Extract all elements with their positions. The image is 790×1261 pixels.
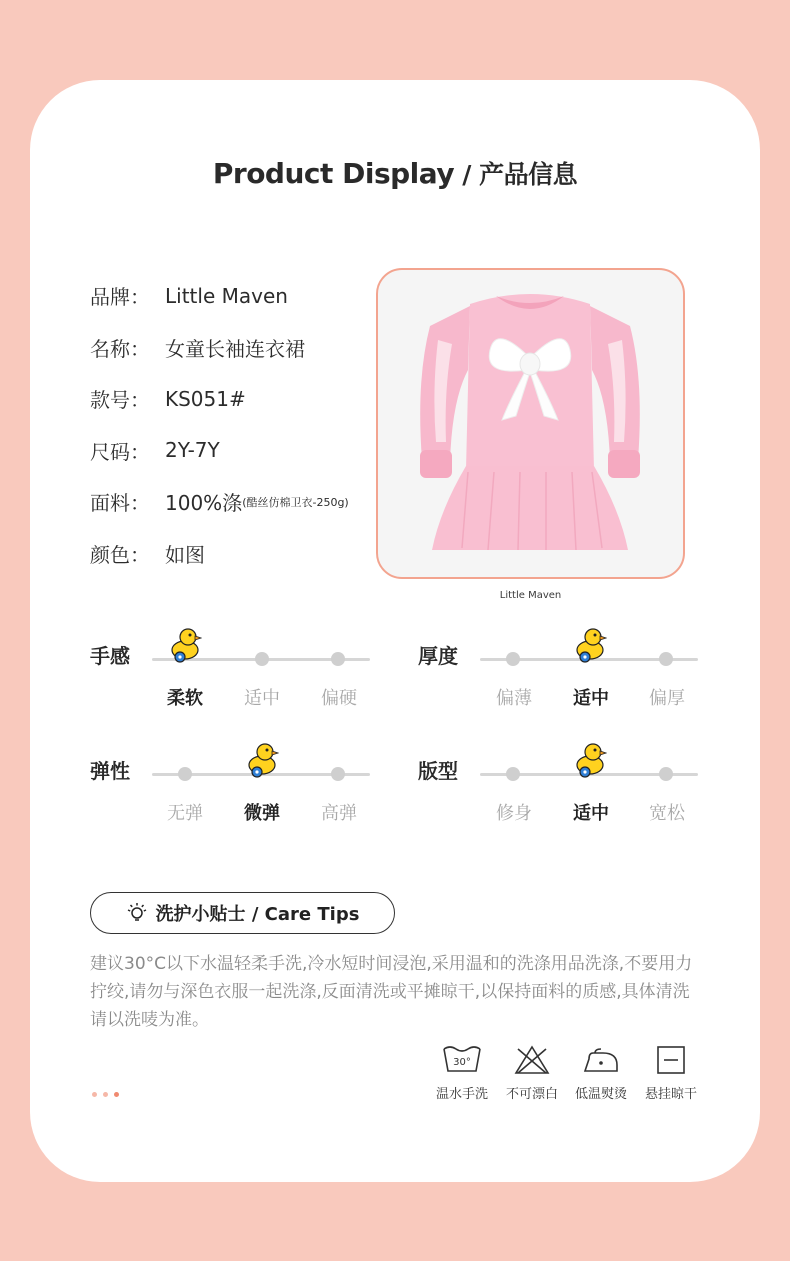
title-cn: 产品信息 <box>479 160 578 189</box>
scale-dot <box>506 652 520 666</box>
scale-hand-feel <box>90 640 390 720</box>
scale-dot <box>506 767 520 781</box>
hang-dry-icon <box>656 1045 686 1075</box>
care-symbol-hang-dry <box>636 1045 706 1102</box>
scale-marker-duck-icon <box>168 626 202 664</box>
scale-option: 柔软 <box>167 688 203 709</box>
scale-dot <box>331 767 345 781</box>
info-key: 品牌： <box>90 285 150 310</box>
no-bleach-icon <box>514 1045 550 1075</box>
title-en: Product Display <box>212 157 455 190</box>
page-indicator <box>92 1092 119 1097</box>
care-symbol-label: 不可漂白 <box>505 1087 558 1102</box>
scale-fit <box>418 755 718 835</box>
care-symbol-label: 低温熨烫 <box>574 1087 627 1102</box>
care-tips-title: 洗护小贴士 / Care Tips <box>155 904 360 925</box>
scale-option: 修身 <box>496 803 532 824</box>
info-value: Little Maven <box>165 283 288 308</box>
care-instructions: 建议30°C以下水温轻柔手洗,冷水短时间浸泡,采用温和的洗涤用品洗涤,不要用力拧绞,请勿与深色衣服一起洗涤,反面清洗或平摊晾干,以保持面料的质感,具体清洗请以洗唛为准。 <box>90 954 693 1030</box>
info-row-style <box>90 373 380 425</box>
scale-option: 高弹 <box>321 803 357 824</box>
lightbulb-icon <box>126 902 148 924</box>
scale-dot <box>659 767 673 781</box>
info-row-size <box>90 425 380 477</box>
scale-marker-duck-icon <box>573 741 607 779</box>
scale-dot <box>331 652 345 666</box>
scale-option: 无弹 <box>167 803 203 824</box>
care-symbol-no-bleach <box>497 1045 567 1102</box>
scale-option: 微弹 <box>244 803 280 824</box>
info-value: 2Y-7Y <box>165 438 220 463</box>
info-key: 面料： <box>90 491 150 516</box>
info-value: 100%涤 <box>165 491 243 516</box>
info-value: 女童长袖连衣裙 <box>165 336 305 361</box>
info-key: 名称： <box>90 336 150 361</box>
indicator-dot <box>103 1092 108 1097</box>
photo-caption: Little Maven <box>499 590 562 601</box>
scale-elasticity <box>90 755 390 835</box>
care-symbol-hand-wash <box>427 1045 497 1102</box>
scale-option: 宽松 <box>649 803 685 824</box>
info-row-name <box>90 322 380 374</box>
scale-option: 适中 <box>573 688 609 709</box>
scale-label: 版型 <box>418 759 458 783</box>
hand-wash-30-icon <box>442 1045 482 1075</box>
info-value: 如图 <box>165 542 205 567</box>
indicator-dot <box>114 1092 119 1097</box>
scale-dot <box>255 652 269 666</box>
info-key: 颜色： <box>90 542 150 567</box>
scale-dot <box>659 652 673 666</box>
scale-marker-duck-icon <box>573 626 607 664</box>
title-sep: / <box>454 160 480 189</box>
dress-image <box>378 270 683 577</box>
scale-option: 偏硬 <box>321 688 357 709</box>
scale-dot <box>178 767 192 781</box>
scale-option: 适中 <box>244 688 280 709</box>
scale-label: 手感 <box>90 644 130 668</box>
scale-marker-duck-icon <box>245 741 279 779</box>
info-value: KS051# <box>165 386 246 411</box>
info-row-color <box>90 528 380 580</box>
low-iron-icon <box>581 1045 621 1075</box>
product-info-list <box>90 270 380 579</box>
scale-thickness <box>418 640 718 720</box>
scale-option: 适中 <box>573 803 609 824</box>
scale-label: 厚度 <box>418 644 458 668</box>
info-key: 尺码： <box>90 439 150 464</box>
info-key: 款号： <box>90 388 150 413</box>
info-row-fabric <box>90 476 380 528</box>
page-title <box>0 155 790 191</box>
care-symbol-label: 温水手洗 <box>435 1087 488 1102</box>
product-photo <box>376 268 685 579</box>
indicator-dot <box>92 1092 97 1097</box>
care-tips-pill <box>90 892 395 934</box>
care-symbol-label: 悬挂晾干 <box>644 1087 697 1102</box>
info-note: (酷丝仿棉卫衣-250g) <box>242 495 349 509</box>
info-row-brand <box>90 270 380 322</box>
care-symbol-low-iron <box>566 1045 636 1102</box>
wash-temp: 30° <box>453 1057 471 1068</box>
scale-label: 弹性 <box>90 759 130 783</box>
scale-option: 偏厚 <box>649 688 685 709</box>
scale-option: 偏薄 <box>496 688 532 709</box>
